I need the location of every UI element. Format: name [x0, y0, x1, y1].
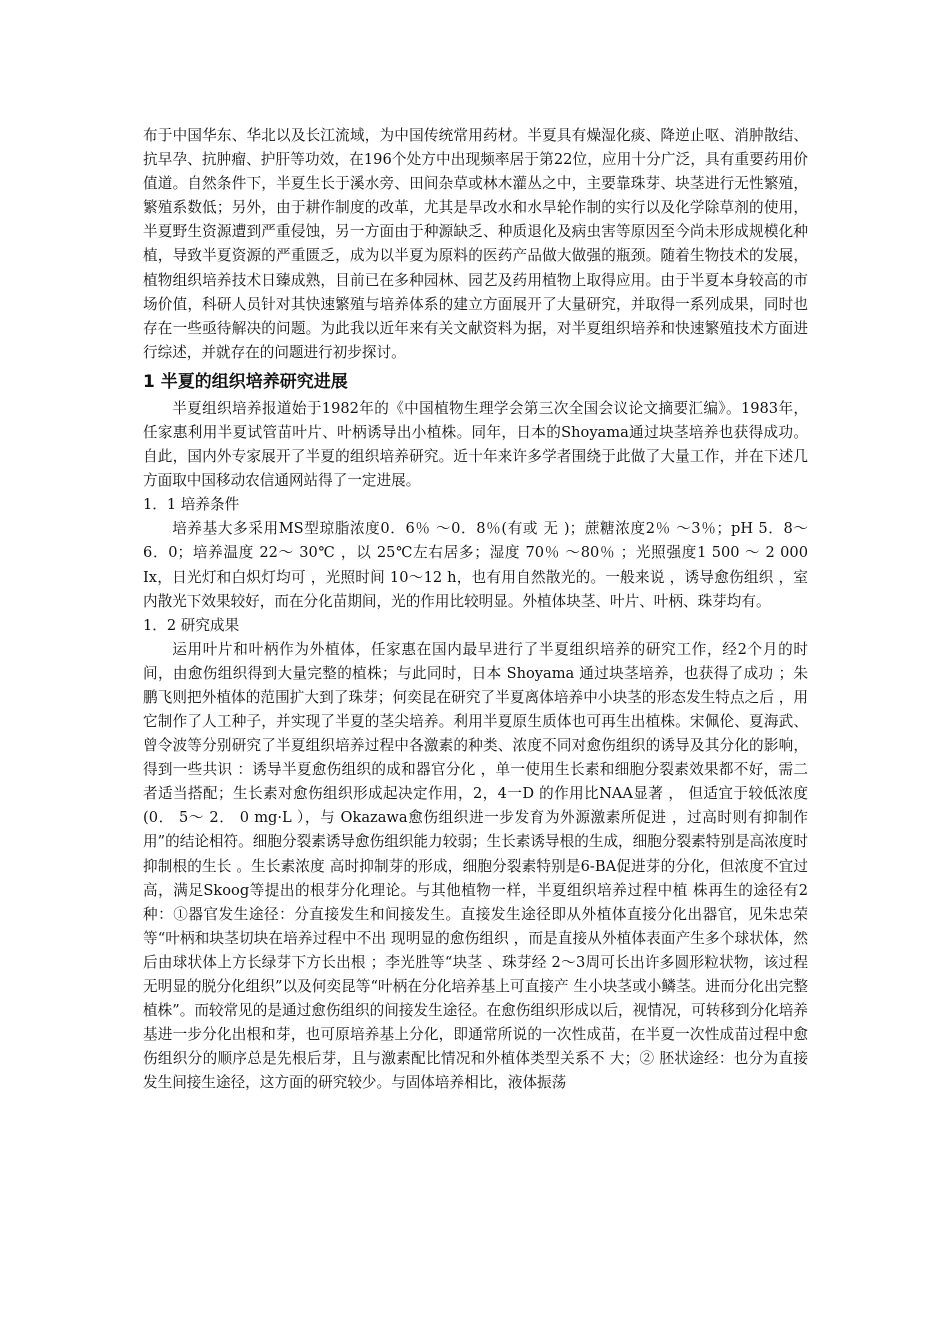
subsection-heading-culture-conditions: 1．1 培养条件 [143, 496, 240, 514]
subsection-paragraph-research-results: 运用叶片和叶柄作为外植体，任家惠在国内最早进行了半夏组织培养的研究工作，经2个月的时间，由愈伤组织得到大量完整的植株；与此同时，日本 Shoyama 通过块茎培养，也获得了成功 ；朱鹏飞则把外植体的范围扩大到了珠芽；何奕昆在研究了半夏离体培养中小块茎的形态发生特点之后 ，用它制作了人工种子，并实现了半夏的茎尖培养。利用半夏原生质体也可再生出植株。宋佩伦、夏海武、曾令波等分别研究了半夏组织培养过程中各激素的种类、浓度不同对愈伤组织的诱导及其分化的影响，得到一些共识 ：诱导半夏愈伤组织的成和器官分化 ，单一使用生长素和细胞分裂素效果都不好，需二者适当搭配；生长素对愈伤组织形成起决定作用，2，4一D 的作用比NAA显著 ， 但适宜于较低浓度(0． 5～ 2． 0 mg·L ），与 Okazawa愈伤组织进一步发育为外源激素所促进 ，过高时则有抑制作用”的结论相符。细胞分裂素诱导愈伤组织能力较弱；生长素诱导根的生成，细胞分裂素特别是高浓度时抑制根的生长 。生长素浓度 高时抑制芽的形成，细胞分裂素特别是6-BA促进芽的分化，但浓度不宜过高，满足Skoog等提出的根芽分化理论。与其他植物一样，半夏组织培养过程中植 株再生的途径有2种：①器官发生途径：分直接发生和间接发生。直接发生途径即从外植体直接分化出器官，见朱忠荣等“叶柄和块茎切块在培养过程中不出 现明显的愈伤组织 ，而是直接从外植体表面产生多个球状体，然后由球状体上方长绿芽下方长出根 ；李光胜等“块茎 、珠芽经 2～3周可长出许多圆形粒状物，该过程无明显的脱分化组织”以及何奕昆等“叶柄在分化培养基上可直接产 生小块茎或小鳞茎。进而分化出完整植株”。而较常见的是通过愈伤组织的间接发生途径。在愈伤组织形成以后，视情况，可转移到分化培养基进一步分化出根和芽，也可原培养基上分化，即通常所说的一次性成苗，在半夏一次性成苗过程中愈伤组织分的顺序总是先根后芽，且与激素配比情况和外植体类型关系不 大；② 胚状途经：也分为直接发生间接生途径，这方面的研究较少。与固体培养相比，液体振荡 [143, 640, 808, 1092]
subsection-paragraph-culture-conditions: 培养基大多采用MS型琼脂浓度0．6％ ～0．8％(有或 无 )；蔗糖浓度2％ ～3％；pH 5．8～ 6．0；培养温度 22～ 30℃ ，以 25℃左右居多；湿度 70％ ～80％ ；光照强度1 500 ～ 2 000 Ix，日光灯和白炽灯均可 ，光照时间 10～12 h，也有用自然散光的。一般来说 ，诱导愈伤组织 ，室内散光下效果较好，而在分化苗期间，光的作用比较明显。外植体块茎、叶片、叶柄、珠芽均有。 [143, 520, 808, 610]
subsection-heading-research-results: 1．2 研究成果 [143, 616, 240, 634]
section-heading: 1 半夏的组织培养研究进展 [143, 371, 348, 392]
document-page [143, 124, 808, 1095]
intro-paragraph: 布于中国华东、华北以及长江流域，为中国传统常用药材。半夏具有燥湿化痰、降逆止呕、消肿散结、抗早孕、抗肿瘤、护肝等功效，在196个处方中出现频率居于第22位，应用十分广泛，具有重要药用价值道。自然条件下，半夏生长于溪水旁、田间杂草或林木灌丛之中，主要靠珠芽、块茎进行无性繁殖，繁殖系数低；另外，由于耕作制度的改革，尤其是旱改水和水旱轮作制的实行以及化学除草剂的使用，半夏野生资源遭到严重侵蚀，另一方面由于种源缺乏、种质退化及病虫害等原因至今尚未形成规模化种植，导致半夏资源的严重匮乏，成为以半夏为原料的医药产品做大做强的瓶颈。随着生物技术的发展，植物组织培养技术日臻成熟，目前已在多种园林、园艺及药用植物上取得应用。由于半夏本身较高的市场价值，科研人员针对其快速繁殖与培养体系的建立方面展开了大量研究，并取得一系列成果，同时也存在一些亟待解决的问题。为此我以近年来有关文献资料为据，对半夏组织培养和快速繁殖技术方面进行综述，并就存在的问题进行初步探讨。 [143, 127, 808, 361]
section-paragraph: 半夏组织培养报道始于1982年的《中国植物生理学会第三次全国会议论文摘要汇编》。1983年，任家惠利用半夏试管苗叶片、叶柄诱导出小植株。同年，日本的Shoyama通过块茎培养也获得成功。自此，国内外专家展开了半夏的组织培养研究。近十年来许多学者围绕于此做了大量工作，并在下述几方面取中国移动农信通网站得了一定进展。 [143, 399, 808, 490]
